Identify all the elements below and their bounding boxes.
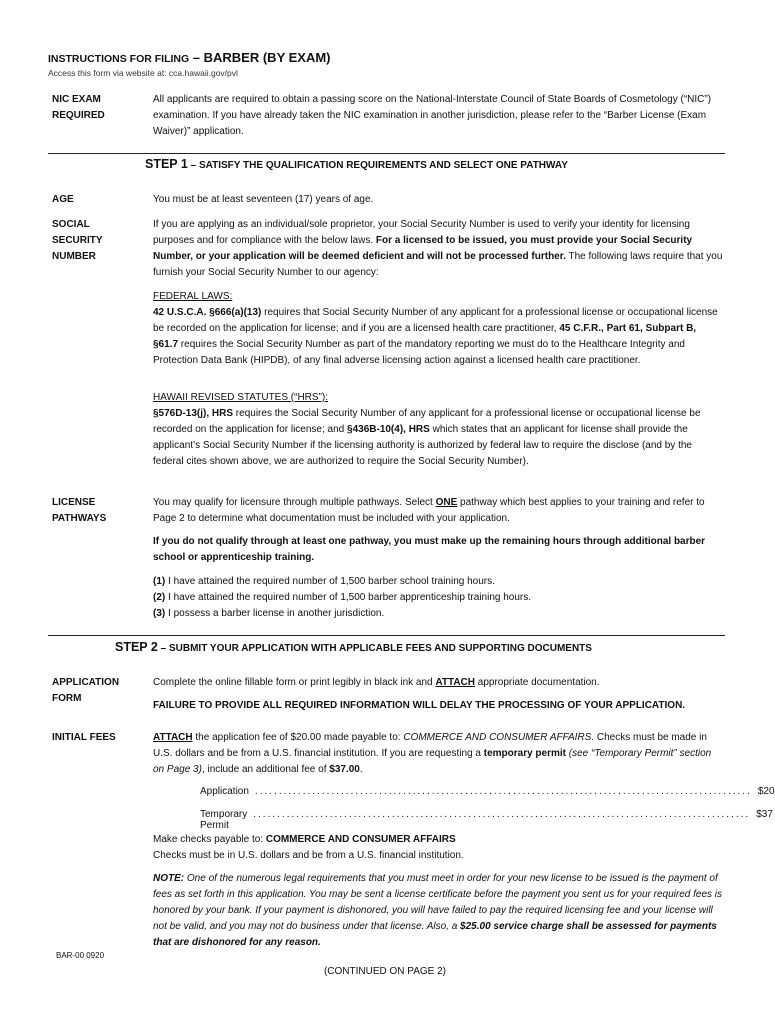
continued-note: (CONTINUED ON PAGE 2): [323, 966, 447, 977]
ssn-label: SOCIAL SECURITY NUMBER: [52, 219, 103, 262]
age-label: AGE: [52, 194, 74, 205]
list-item: (1) I have attained the required number of 1,500 barber school training hours.: [153, 576, 495, 587]
federal-laws: FEDERAL LAWS: 42 U.S.C.A. §666(a)(13) requires that Social Security Number of any applicant for a professional license or occupational license be recorded on the application for license; and if you are a licensed health care practitioner, 45 C.F.R., Part 61, Subpart B, §61.7 requires the Social Security Number as part of the mandatory reporting we must do to the Healthcare Integrity and Protection Data Bank (HIPDB), of any final adverse licensing action against a licensed health care practitioner.: [153, 291, 718, 366]
fees-label: INITIAL FEES: [52, 732, 116, 743]
access-note: Access this form via website at: cca.hawaii.gov/pvl: [48, 68, 238, 78]
divider: [48, 635, 725, 636]
age-text: You must be at least seventeen (17) years of age.: [153, 194, 374, 205]
federal-laws-heading: FEDERAL LAWS:: [153, 291, 233, 302]
hrs-heading: HAWAII REVISED STATUTES (“HRS”):: [153, 392, 329, 403]
appform-failure: FAILURE TO PROVIDE ALL REQUIRED INFORMATION WILL DELAY THE PROCESSING OF YOUR APPLICATION.: [153, 700, 686, 711]
pathways-bold-note: If you do not qualify through at least one pathway, you must make up the remaining hours through additional barber school or apprenticeship training.: [153, 536, 706, 563]
fees-note: NOTE: One of the numerous legal requirements that you must meet in order for your new license to be issued is the payment of fees as set forth in this application. You may be sent a license certificate before the payment you sent us for your required fees is honored by your bank. If your payment is dishonored, you will have failed to pay the required licensing fee and your license will not be valid, and you may not do business under that license. Also, a $25.00 service charge shall be assessed for payments that are dishonored for any reason.: [153, 873, 723, 948]
appform-text: Complete the online fillable form or print legibly in black ink and ATTACH appropriate documentation.: [153, 677, 600, 688]
pathways-text: You may qualify for licensure through multiple pathways. Select ONE pathway which best applies to your training and refer to Page 2 to determine what documentation must be included with your application.: [153, 497, 705, 524]
divider: [48, 153, 725, 154]
fee-line-application: Application ........................................................................................................ $20: [200, 786, 775, 797]
pathways-list: [153, 574, 723, 622]
pathways-label: LICENSE PATHWAYS: [52, 497, 107, 524]
step1-heading: STEP 1 – SATISFY THE QUALIFICATION REQUIREMENTS AND SELECT ONE PATHWAY: [145, 157, 568, 171]
fee-line-temporary-permit: Temporary Permit ........................................................................................................ $37: [200, 809, 773, 831]
ssn-paragraph: If you are applying as an individual/sole proprietor, your Social Security Number is used to verify your identity for licensing purposes and for compliance with the below laws. For a licensed to be issued, you must provide your Social Security Number, or your application will be deemed deficient and will not be processed further. The following laws require that you furnish your Social Security Number to our agency:: [153, 219, 723, 278]
nic-label: NIC EXAM REQUIRED: [52, 94, 105, 121]
fees-text: ATTACH the application fee of $20.00 made payable to: COMMERCE AND CONSUMER AFFAIRS. Checks must be made in U.S. dollars and be from a U.S. financial institution. If you are requesting a temporary permit (see “Temporary Permit” section on Page 3), include an additional fee of $37.00.: [153, 732, 712, 775]
form-title-main: – BARBER (BY EXAM): [189, 50, 331, 65]
list-item: (2) I have attained the required number of 1,500 barber apprenticeship training hours.: [153, 592, 532, 603]
hrs-laws: HAWAII REVISED STATUTES (“HRS”): §576D-13(j), HRS requires the Social Security Number of any applicant for a professional license or occupational license be recorded on the application for license; and §436B-10(4), HRS which states that an applicant for license shall provide the applicant’s Social Security Number if the licensing authority is authorized by federal law to require the disclose (and by the federal cites shown above, we are authorized to require the Social Security Number).: [153, 392, 701, 467]
list-item: (3) I possess a barber license in another jurisdiction.: [153, 608, 385, 619]
payable-info: Make checks payable to: COMMERCE AND CONSUMER AFFAIRS Checks must be in U.S. dollars and be from a U.S. financial institution.: [153, 834, 464, 861]
appform-label: APPLICATION FORM: [52, 677, 120, 704]
form-code: BAR-00 0920: [56, 951, 105, 960]
form-title: INSTRUCTIONS FOR FILING – BARBER (BY EXAM): [48, 50, 331, 65]
step2-heading: STEP 2 – SUBMIT YOUR APPLICATION WITH APPLICABLE FEES AND SUPPORTING DOCUMENTS: [115, 640, 592, 654]
nic-text: All applicants are required to obtain a passing score on the National-Interstate Council of State Boards of Cosmetology (“NIC”) examination. If you have already taken the NIC examination in another jurisdiction, please refer to the “Barber License (Exam Waiver)” application.: [153, 94, 712, 137]
